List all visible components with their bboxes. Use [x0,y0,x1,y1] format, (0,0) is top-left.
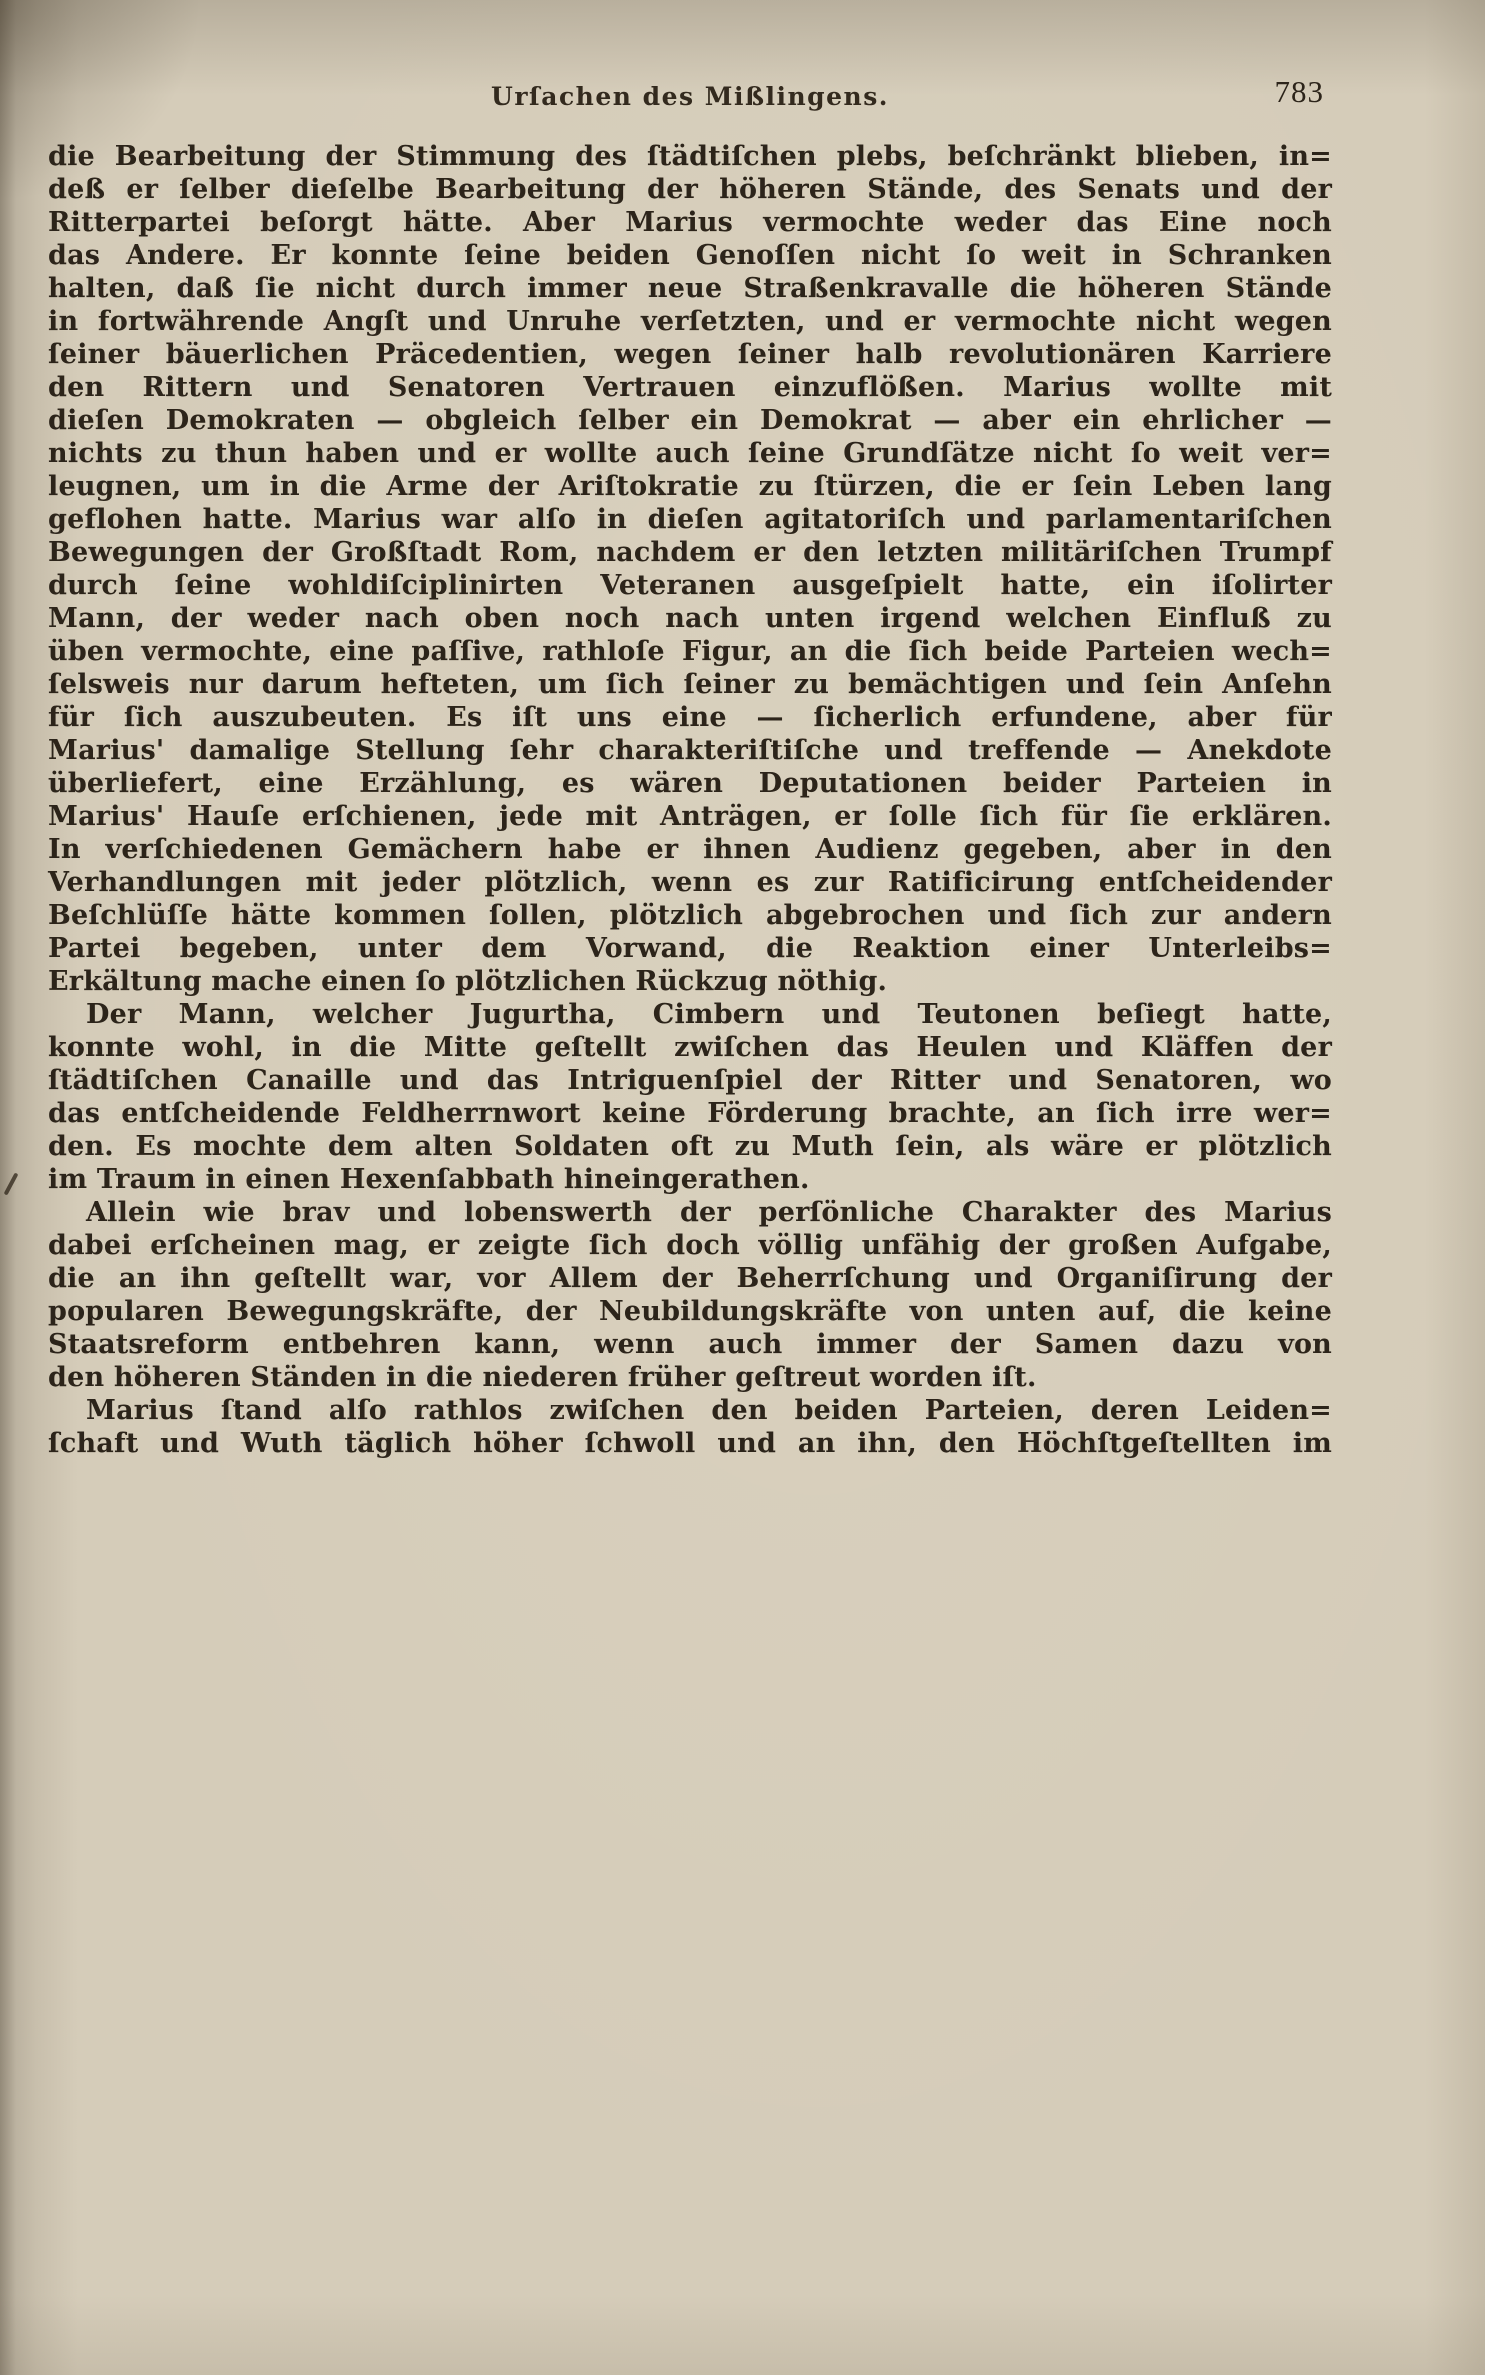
margin-pen-mark [4,1172,19,1195]
text-line: den höheren Ständen in die niederen früher geſtreut worden iſt. [48,1362,1037,1393]
text-line: ſchaft und Wuth täglich höher ſchwoll und an ihn, den Höchſtgeſtellten im [48,1428,1332,1459]
text-line: Marius' damalige Stellung ſehr charakteriſtiſche und treffende — Anekdote [48,735,1332,766]
text-line: popularen Bewegungskräfte, der Neubildungskräfte von unten auf, die keine [48,1296,1332,1327]
text-line: Der Mann, welcher Jugurtha, Cimbern und Teutonen beſiegt hatte, [86,999,1332,1030]
text-line: Marius' Hauſe erſchienen, jede mit Anträgen, er ſolle ſich für ſie erklären. [48,801,1332,832]
text-line: in fortwährende Angſt und Unruhe verſetzten, und er vermochte nicht wegen [48,306,1332,337]
text-line: Erkältung mache einen ſo plötzlichen Rückzug nöthig. [48,966,888,997]
text-line: konnte wohl, in die Mitte geſtellt zwiſchen das Heulen und Kläffen der [48,1032,1332,1063]
text-line: Bewegungen der Großſtadt Rom, nachdem er den letzten militäriſchen Trumpf [48,537,1332,568]
page-number: 783 [1274,74,1324,109]
text-line: deß er ſelber dieſelbe Bearbeitung der höheren Stände, des Senats und der [48,174,1332,205]
text-line: Verhandlungen mit jeder plötzlich, wenn es zur Ratificirung entſcheidender [48,867,1332,898]
text-line: ſtädtiſchen Canaille und das Intriguenſpiel der Ritter und Senatoren, wo [48,1065,1332,1096]
text-line: In verſchiedenen Gemächern habe er ihnen Audienz gegeben, aber in den [48,834,1332,865]
page-content [48,74,1332,1460]
text-line: Partei begeben, unter dem Vorwand, die Reaktion einer Unterleibs= [48,933,1332,964]
text-line: das entſcheidende Feldherrnwort keine Förderung brachte, an ſich irre wer= [48,1098,1332,1129]
paragraph [48,1394,1332,1460]
text-line: Mann, der weder nach oben noch nach unten irgend welchen Einfluß zu [48,603,1332,634]
text-line: ſelsweis nur darum hefteten, um ſich ſeiner zu bemächtigen und ſein Anſehn [48,669,1332,700]
text-line: geflohen hatte. Marius war alſo in dieſen agitatoriſch und parlamentariſchen [48,504,1332,535]
text-line: für ſich auszubeuten. Es iſt uns eine — ſicherlich erfundene, aber für [48,702,1332,733]
text-line: die an ihn geſtellt war, vor Allem der Beherrſchung und Organiſirung der [48,1263,1332,1294]
text-line: Beſchlüſſe hätte kommen ſollen, plötzlich abgebrochen und ſich zur andern [48,900,1332,931]
text-line: überliefert, eine Erzählung, es wären Deputationen beider Parteien in [48,768,1332,799]
running-header-title: Urſachen des Mißlingens. [491,82,889,111]
paragraph [48,140,1332,998]
text-line: üben vermochte, eine paſſive, rathloſe Figur, an die ſich beide Parteien wech= [48,636,1332,667]
text-line: den. Es mochte dem alten Soldaten oft zu Muth ſein, als wäre er plötzlich [48,1131,1332,1162]
text-line: dabei erſcheinen mag, er zeigte ſich doch völlig unfähig der großen Aufgabe, [48,1230,1332,1261]
text-line: ſeiner bäuerlichen Präcedentien, wegen ſeiner halb revolutionären Karriere [48,339,1332,370]
text-line: Allein wie brav und lobenswerth der perſönliche Charakter des Marius [86,1197,1332,1228]
text-line: Ritterpartei beſorgt hätte. Aber Marius vermochte weder das Eine noch [48,207,1332,238]
page-body [48,140,1332,1460]
text-line: Staatsreform entbehren kann, wenn auch immer der Samen dazu von [48,1329,1332,1360]
running-header [48,74,1332,116]
paragraph [48,1196,1332,1394]
text-line: im Traum in einen Hexenſabbath hineingerathen. [48,1164,810,1195]
paragraph [48,998,1332,1196]
text-line: die Bearbeitung der Stimmung des ſtädtiſchen plebs, beſchränkt blieben, in= [48,141,1332,172]
text-line: dieſen Demokraten — obgleich ſelber ein Demokrat — aber ein ehrlicher — [48,405,1332,436]
text-line: leugnen, um in die Arme der Ariſtokratie zu ſtürzen, die er ſein Leben lang [48,471,1332,502]
text-line: den Rittern und Senatoren Vertrauen einzuflößen. Marius wollte mit [48,372,1332,403]
text-line: Marius ſtand alſo rathlos zwiſchen den beiden Parteien, deren Leiden= [86,1395,1332,1426]
text-line: das Andere. Er konnte ſeine beiden Genoſſen nicht ſo weit in Schranken [48,240,1332,271]
text-line: durch ſeine wohldiſciplinirten Veteranen ausgeſpielt hatte, ein iſolirter [48,570,1332,601]
text-line: nichts zu thun haben und er wollte auch ſeine Grundſätze nicht ſo weit ver= [48,438,1332,469]
text-line: halten, daß ſie nicht durch immer neue Straßenkravalle die höheren Stände [48,273,1332,304]
